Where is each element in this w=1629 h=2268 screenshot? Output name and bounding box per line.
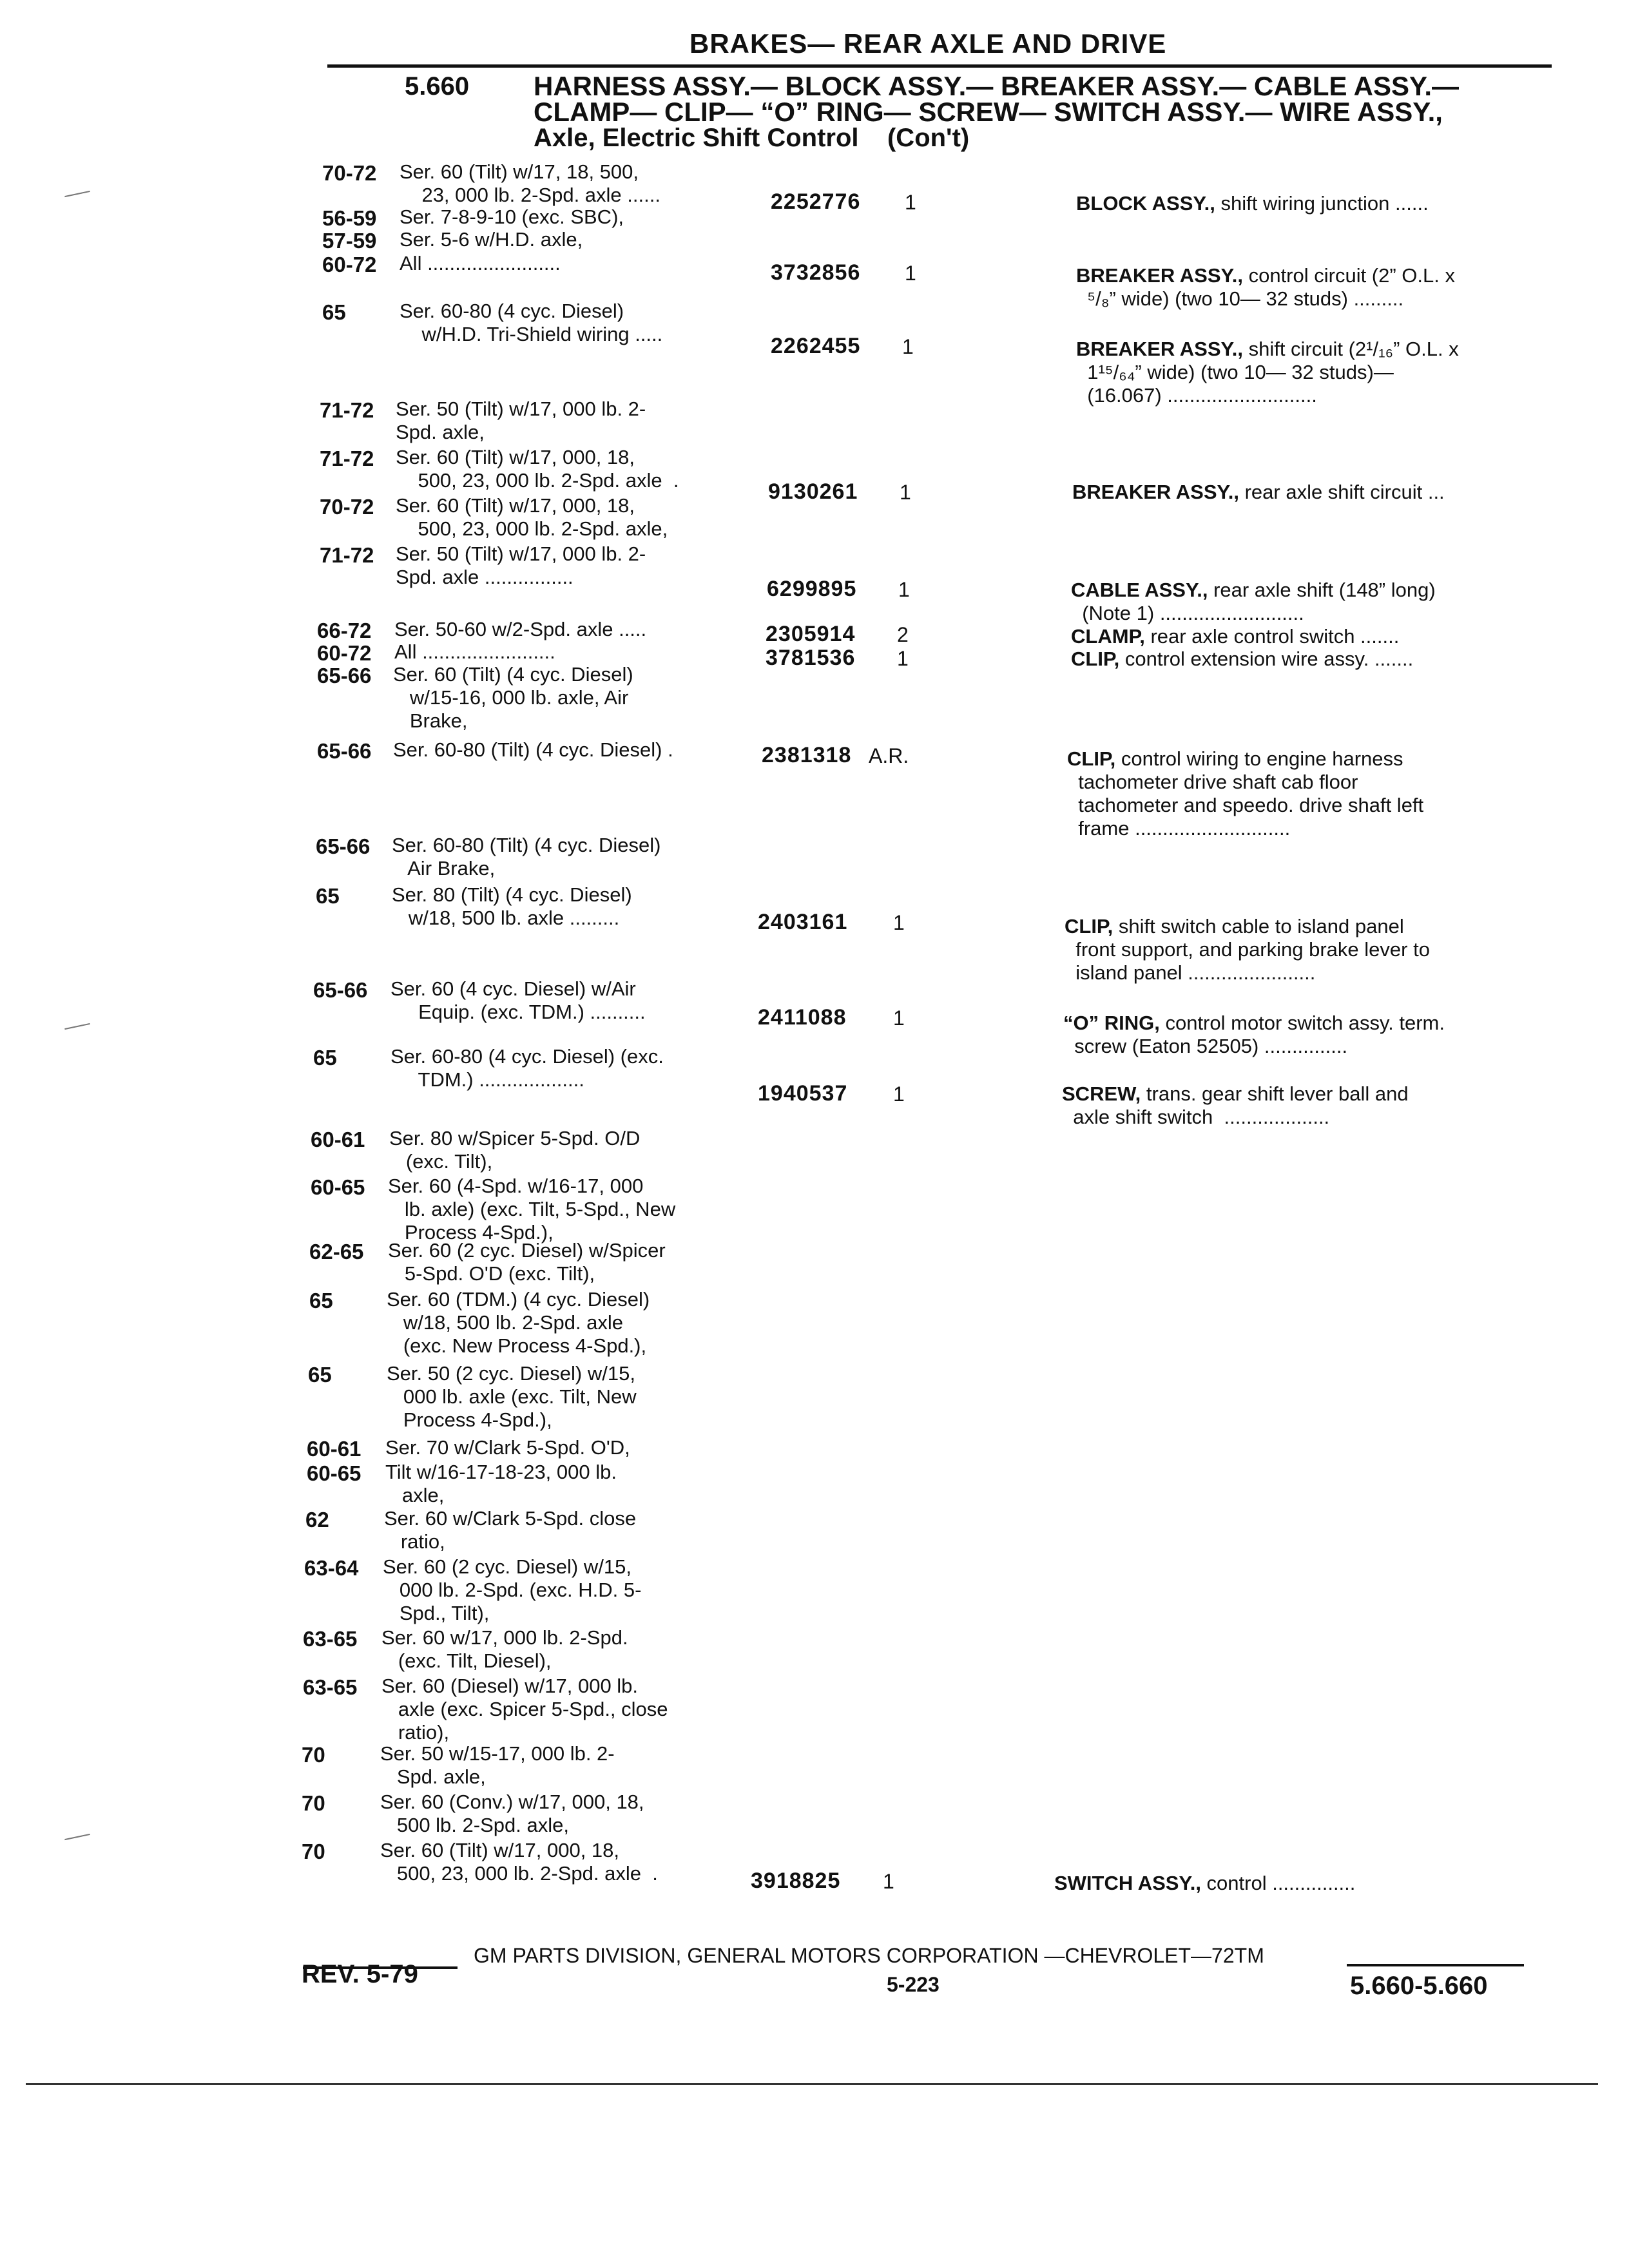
application-line: Ser. 60 (Diesel) w/17, 000 lb.: [381, 1675, 639, 1697]
part-number: 2262455: [771, 334, 861, 358]
page-number: 5-223: [887, 1973, 940, 1996]
application-line: 000 lb. axle (exc. Tilt, New: [387, 1385, 637, 1408]
application-years: 60-65: [307, 1461, 361, 1485]
application-years: 71-72: [320, 398, 374, 422]
application-text: [400, 206, 624, 229]
part-number: 3918825: [751, 1869, 841, 1893]
description-line: [1076, 384, 1459, 407]
description-line: [1067, 817, 1423, 840]
application-years: 71-72: [320, 543, 374, 567]
application-line: Process 4-Spd.),: [387, 1408, 552, 1431]
application-line: Ser. 60 (Tilt) w/17, 000, 18,: [396, 446, 635, 468]
revision-label: REV. 5-79: [302, 1960, 418, 1988]
application-text: [400, 228, 583, 251]
application-text: [393, 663, 633, 733]
application-years: 57-59: [322, 229, 377, 253]
application-line: Ser. 60 (2 cyc. Diesel) w/15,: [383, 1555, 631, 1578]
part-name: CLIP,: [1067, 747, 1116, 770]
part-number: 3732856: [771, 260, 861, 285]
description-line: [1076, 192, 1429, 215]
description-line: [1063, 1035, 1445, 1058]
part-number: 2403161: [758, 910, 848, 934]
part-number: 2252776: [771, 189, 861, 214]
description-line: [1071, 648, 1413, 671]
part-number: 9130261: [768, 479, 858, 504]
quantity: 1: [893, 1082, 905, 1106]
application-text: [380, 1839, 658, 1885]
quantity: 1: [883, 1870, 894, 1893]
description-text: frame ............................: [1067, 817, 1291, 840]
part-name: CLAMP,: [1071, 625, 1145, 648]
application-line: lb. axle) (exc. Tilt, 5-Spd., New: [388, 1198, 676, 1220]
margin-mark: [64, 1834, 90, 1840]
application-text: [394, 618, 646, 641]
application-years: 65-66: [316, 834, 371, 858]
part-description: [1071, 579, 1436, 625]
application-line: 500, 23, 000 lb. 2-Spd. axle .: [396, 469, 679, 492]
description-line: [1067, 747, 1423, 771]
application-text: [387, 1362, 637, 1432]
description-text: shift wiring junction ......: [1215, 192, 1429, 215]
application-line: All ........................: [400, 252, 561, 274]
application-line: Ser. 60 (Conv.) w/17, 000, 18,: [380, 1791, 644, 1813]
description-text: (Note 1) ..........................: [1071, 602, 1304, 624]
application-line: Air Brake,: [392, 857, 496, 879]
application-years: 65: [322, 300, 346, 324]
application-line: Ser. 60 (Tilt) w/17, 000, 18,: [380, 1839, 620, 1861]
application-line: Ser. 60-80 (4 cyc. Diesel) (exc.: [390, 1045, 664, 1068]
application-text: [381, 1626, 628, 1673]
description-text: front support, and parking brake lever to: [1065, 938, 1430, 961]
application-line: Ser. 60 w/17, 000 lb. 2-Spd.: [381, 1626, 628, 1649]
application-years: 63-64: [304, 1556, 359, 1580]
part-name: SCREW,: [1062, 1082, 1141, 1105]
description-line: [1071, 579, 1436, 602]
application-text: [392, 883, 632, 930]
application-text: [400, 252, 561, 275]
application-years: 70: [302, 1743, 325, 1767]
application-line: Tilt w/16-17-18-23, 000 lb.: [385, 1461, 617, 1483]
application-text: [390, 1045, 664, 1091]
application-line: axle (exc. Spicer 5-Spd., close: [381, 1698, 668, 1720]
part-number: 2411088: [758, 1005, 847, 1030]
bottom-edge-rule: [26, 2083, 1598, 2085]
application-line: (exc. Tilt, Diesel),: [381, 1649, 552, 1672]
description-text: control wiring to engine harness: [1115, 747, 1403, 770]
application-line: 500 lb. 2-Spd. axle,: [380, 1814, 569, 1836]
application-line: 000 lb. 2-Spd. (exc. H.D. 5-: [383, 1579, 642, 1601]
application-line: Ser. 50 (Tilt) w/17, 000 lb. 2-: [396, 543, 646, 565]
description-line: [1062, 1082, 1409, 1106]
part-name: SWITCH ASSY.,: [1054, 1872, 1201, 1894]
application-line: 23, 000 lb. 2-Spd. axle ......: [400, 184, 660, 206]
application-text: [400, 300, 662, 346]
part-name: CLIP,: [1071, 648, 1120, 670]
application-line: Brake,: [393, 709, 468, 732]
application-line: TDM.) ...................: [390, 1068, 584, 1091]
application-line: Spd., Tilt),: [383, 1602, 490, 1624]
part-number: 6299895: [767, 577, 857, 601]
description-text: control motor switch assy. term.: [1159, 1012, 1445, 1034]
application-line: Ser. 60-80 (Tilt) (4 cyc. Diesel): [392, 834, 661, 856]
part-description: [1076, 264, 1455, 311]
description-text: screw (Eaton 52505) ...............: [1063, 1035, 1348, 1057]
part-description: [1076, 338, 1459, 407]
application-text: [381, 1675, 668, 1744]
application-line: Ser. 60-80 (Tilt) (4 cyc. Diesel) .: [393, 738, 673, 761]
description-text: (16.067) ...........................: [1076, 384, 1317, 407]
quantity: 1: [897, 647, 909, 670]
part-description: [1054, 1872, 1355, 1895]
part-description: [1071, 625, 1399, 648]
application-text: [396, 494, 668, 541]
description-text: shift circuit (2¹/₁₆” O.L. x: [1242, 338, 1459, 360]
application-text: [393, 738, 673, 762]
application-years: 70-72: [322, 161, 377, 185]
application-text: [383, 1555, 641, 1625]
application-line: w/H.D. Tri-Shield wiring .....: [400, 323, 663, 345]
section-number: 5.660: [405, 72, 470, 101]
application-line: w/18, 500 lb. axle .........: [392, 907, 620, 929]
description-text: control circuit (2” O.L. x: [1242, 264, 1455, 287]
application-years: 60-72: [317, 641, 372, 665]
description-text: rear axle control switch .......: [1144, 625, 1400, 648]
application-text: [396, 398, 646, 444]
description-text: tachometer drive shaft cab floor: [1067, 771, 1358, 793]
application-line: Ser. 60 (Tilt) w/17, 000, 18,: [396, 494, 635, 517]
quantity: 1: [900, 481, 911, 504]
description-line: [1076, 264, 1455, 287]
application-years: 62: [305, 1508, 329, 1532]
application-text: [389, 1127, 640, 1173]
description-text: ⁵/₈” wide) (two 10— 32 studs) .........: [1076, 287, 1404, 310]
application-line: Ser. 60 (2 cyc. Diesel) w/Spicer: [388, 1239, 666, 1262]
description-line: [1054, 1872, 1355, 1895]
quantity: 1: [905, 191, 916, 214]
page-header-title: BRAKES— REAR AXLE AND DRIVE: [689, 28, 1167, 59]
application-line: Process 4-Spd.),: [388, 1221, 554, 1244]
application-years: 65-66: [317, 739, 372, 763]
application-line: Ser. 80 w/Spicer 5-Spd. O/D: [389, 1127, 641, 1149]
application-line: ratio,: [384, 1530, 445, 1553]
application-line: Ser. 60 (Tilt) (4 cyc. Diesel): [393, 663, 633, 686]
application-text: [390, 977, 646, 1024]
application-years: 60-61: [307, 1437, 361, 1461]
application-text: [385, 1461, 617, 1507]
description-text: axle shift switch ...................: [1062, 1106, 1330, 1128]
application-line: Spd. axle,: [380, 1765, 486, 1788]
application-line: Equip. (exc. TDM.) ..........: [390, 1001, 646, 1023]
application-line: Ser. 60-80 (4 cyc. Diesel): [400, 300, 624, 322]
description-line: [1065, 961, 1430, 985]
application-line: Spd. axle ................: [396, 566, 574, 588]
description-text: shift switch cable to island panel: [1113, 915, 1404, 937]
application-line: Ser. 60 (4 cyc. Diesel) w/Air: [390, 977, 636, 1000]
part-number: 2381318: [762, 743, 852, 767]
quantity: 1: [902, 335, 914, 358]
application-years: 65: [308, 1363, 332, 1387]
application-years: 65-66: [317, 664, 372, 687]
application-line: (exc. Tilt),: [389, 1150, 493, 1173]
application-line: w/15-16, 000 lb. axle, Air: [393, 686, 629, 709]
description-text: control extension wire assy. .......: [1119, 648, 1414, 670]
part-number: 1940537: [758, 1081, 848, 1106]
part-description: [1072, 481, 1445, 504]
description-line: [1065, 915, 1430, 938]
application-line: All ........................: [394, 640, 555, 663]
application-text: [385, 1436, 630, 1459]
application-years: 65: [313, 1046, 337, 1070]
application-line: Ser. 60 (Tilt) w/17, 18, 500,: [400, 160, 639, 183]
section-title-line-3: Axle, Electric Shift Control (Con't): [534, 124, 970, 152]
description-text: island panel .......................: [1065, 961, 1316, 984]
application-years: 70: [302, 1791, 325, 1815]
application-line: (exc. New Process 4-Spd.),: [387, 1334, 647, 1357]
application-line: Ser. 50 (2 cyc. Diesel) w/15,: [387, 1362, 635, 1385]
part-name: CABLE ASSY.,: [1071, 579, 1208, 601]
quantity: 1: [898, 578, 910, 601]
description-line: [1072, 481, 1445, 504]
corporation-line: GM PARTS DIVISION, GENERAL MOTORS CORPORATION —CHEVROLET—72TM: [474, 1944, 1264, 1967]
application-years: 70: [302, 1840, 325, 1863]
description-line: [1071, 602, 1436, 625]
application-years: 66-72: [317, 619, 372, 642]
application-line: Ser. 50 w/15-17, 000 lb. 2-: [380, 1742, 615, 1765]
application-text: [380, 1742, 615, 1789]
application-line: Ser. 5-6 w/H.D. axle,: [400, 228, 583, 251]
description-text: rear axle shift circuit ...: [1239, 481, 1445, 503]
margin-mark: [64, 191, 90, 197]
description-line: [1062, 1106, 1409, 1129]
application-years: 65-66: [313, 978, 368, 1002]
application-line: Spd. axle,: [396, 421, 485, 443]
application-years: 70-72: [320, 495, 374, 519]
part-name: “O” RING,: [1063, 1012, 1160, 1034]
description-text: rear axle shift (148” long): [1208, 579, 1436, 601]
application-line: Ser. 60 w/Clark 5-Spd. close: [384, 1507, 637, 1530]
section-title-line-2: CLAMP— CLIP— “O” RING— SCREW— SWITCH ASSY.— WIRE ASSY.,: [534, 97, 1443, 127]
part-description: [1063, 1012, 1445, 1058]
application-years: 60-72: [322, 253, 377, 276]
quantity: A.R.: [869, 744, 909, 767]
application-text: [400, 160, 660, 207]
application-line: 500, 23, 000 lb. 2-Spd. axle,: [396, 517, 668, 540]
quantity: 1: [905, 262, 916, 285]
application-line: ratio),: [381, 1721, 450, 1744]
part-name: BREAKER ASSY.,: [1076, 264, 1243, 287]
section-range: 5.660-5.660: [1350, 1972, 1488, 2000]
application-line: Ser. 60 (TDM.) (4 cyc. Diesel): [387, 1288, 650, 1311]
margin-mark: [64, 1023, 90, 1030]
application-line: Ser. 80 (Tilt) (4 cyc. Diesel): [392, 883, 632, 906]
application-line: 500, 23, 000 lb. 2-Spd. axle .: [380, 1862, 658, 1885]
description-line: [1071, 625, 1399, 648]
application-line: Ser. 50 (Tilt) w/17, 000 lb. 2-: [396, 398, 646, 420]
description-line: [1065, 938, 1430, 961]
description-line: [1067, 771, 1423, 794]
description-line: [1076, 361, 1459, 384]
application-years: 65: [309, 1289, 333, 1312]
application-years: 65: [316, 884, 340, 908]
application-years: 71-72: [320, 447, 374, 470]
application-years: 60-61: [311, 1128, 365, 1151]
part-description: [1065, 915, 1430, 985]
quantity: 1: [893, 1006, 905, 1030]
part-name: BREAKER ASSY.,: [1076, 338, 1243, 360]
application-text: [396, 446, 679, 492]
application-text: [392, 834, 660, 880]
quantity: 2: [897, 623, 909, 646]
application-text: [396, 543, 646, 589]
application-years: 63-65: [303, 1627, 358, 1651]
part-name: BLOCK ASSY.,: [1076, 192, 1215, 215]
application-years: 60-65: [311, 1175, 365, 1199]
application-line: 5-Spd. O'D (exc. Tilt),: [388, 1262, 595, 1285]
application-text: [387, 1288, 650, 1358]
description-line: [1076, 287, 1455, 311]
application-text: [380, 1791, 644, 1837]
quantity: 1: [893, 911, 905, 934]
header-rule: [327, 64, 1552, 68]
application-line: Ser. 7-8-9-10 (exc. SBC),: [400, 206, 624, 228]
application-years: 56-59: [322, 206, 377, 230]
application-text: [388, 1239, 666, 1285]
part-description: [1076, 192, 1429, 215]
part-name: CLIP,: [1065, 915, 1113, 937]
application-years: 62-65: [309, 1240, 364, 1264]
part-description: [1062, 1082, 1409, 1129]
application-text: [394, 640, 555, 664]
description-line: [1063, 1012, 1445, 1035]
application-line: Ser. 50-60 w/2-Spd. axle .....: [394, 618, 647, 640]
part-description: [1067, 747, 1423, 840]
part-number: 2305914: [766, 622, 856, 646]
section-title-line-1: HARNESS ASSY.— BLOCK ASSY.— BREAKER ASSY.— CABLE ASSY.—: [534, 71, 1460, 101]
application-years: 63-65: [303, 1675, 358, 1699]
description-text: trans. gear shift lever ball and: [1141, 1082, 1409, 1105]
application-text: [384, 1507, 636, 1553]
application-text: [388, 1175, 675, 1244]
application-line: Ser. 70 w/Clark 5-Spd. O'D,: [385, 1436, 630, 1459]
application-line: Ser. 60 (4-Spd. w/16-17, 000: [388, 1175, 644, 1197]
application-line: w/18, 500 lb. 2-Spd. axle: [387, 1311, 624, 1334]
footer-rule-right: [1347, 1964, 1524, 1966]
description-text: 1¹⁵/₆₄” wide) (two 10— 32 studs)—: [1076, 361, 1394, 383]
part-number: 3781536: [766, 646, 856, 670]
description-text: tachometer and speedo. drive shaft left: [1067, 794, 1424, 816]
part-name: BREAKER ASSY.,: [1072, 481, 1239, 503]
application-line: axle,: [385, 1484, 445, 1506]
part-description: [1071, 648, 1413, 671]
description-line: [1076, 338, 1459, 361]
description-line: [1067, 794, 1423, 817]
description-text: control ...............: [1200, 1872, 1356, 1894]
